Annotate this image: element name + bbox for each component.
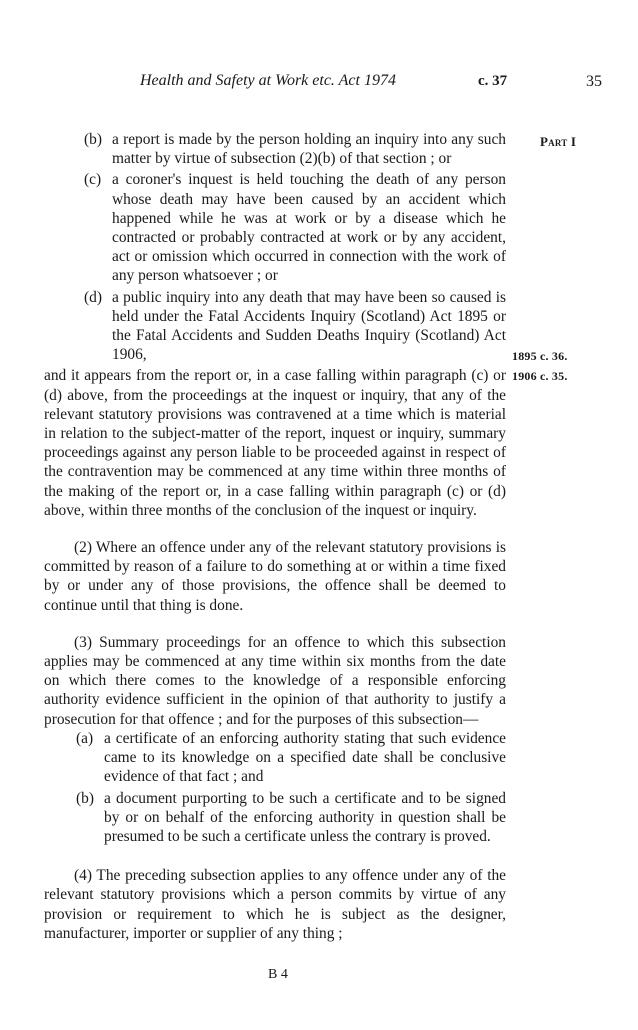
body-text <box>44 130 506 943</box>
list-item-d <box>84 288 506 365</box>
list-item-text: a document purporting to be such a certificate and to be signed by or on behalf of the enforcing authority in question shall be presumed to be such a certificate unless the contrary is proved. <box>104 789 506 845</box>
margin-note-ref-1895: 1895 c. 36. <box>512 349 568 363</box>
signature-mark: B 4 <box>268 967 288 982</box>
running-header-title: Health and Safety at Work etc. Act 1974 <box>140 72 396 89</box>
list-item-text: a coroner's inquest is held touching the death of any person whose death may have been caused by an accident which happened while he was at work or by a disease which he contracted or probably contracted at work or by any accident, act or omission which occurred in connection with the work of any person whatsoever ; or <box>112 171 506 285</box>
list-item-text: a public inquiry into any death that may have been so caused is held under the Fatal Accidents Inquiry (Scotland) Act 1895 or the Fatal Accidents and Sudden Deaths Inquiry (Scotland) Act 1906, <box>112 288 506 364</box>
list-item-text: a report is made by the person holding an inquiry into any such matter by virtue of subsection (2)(b) of that section ; or <box>112 131 506 168</box>
list-item-a <box>76 729 506 787</box>
list-item-c <box>84 170 506 285</box>
subsection-3: (3) Summary proceedings for an offence to which this subsection applies may be commenced at any time within six months from the date on which there comes to the knowledge of a responsible enforcing authority evidence sufficient in the opinion of that authority to justify a prosecution for that offence ; and for the purposes of this subsection— <box>44 633 506 728</box>
list-item-text: a certificate of an enforcing authority stating that such evidence came to its knowledge on a specified date shall be conclusive evidence of that fact ; and <box>104 729 506 786</box>
list-item-b-2 <box>76 789 506 847</box>
continuation-paragraph: and it appears from the report or, in a case falling within paragraph (c) or (d) above, from the proceedings at the inquest or inquiry, that any of the relevant statutory provisions was contravened at a time which is material in relation to the subject-matter of the report, inquest or inquiry, summary proceedings against any person liable to be proceeded against in respect of the contravention may be commenced at any time within three months of the making of the report or, in a case falling within paragraph (c) or (d) above, within three months of the conclusion of the inquest or inquiry. <box>44 367 506 519</box>
margin-note-ref-1906: 1906 c. 35. <box>512 369 568 383</box>
list-item-label: (d) <box>84 288 102 306</box>
list-item-label: (b) <box>84 131 102 148</box>
subsection-4: (4) The preceding subsection applies to any offence under any of the relevant statutory provisions which a person commits by virtue of any provision or requirement to which he is subject as the designer, manufacturer, importer or supplier of any thing ; <box>44 867 506 942</box>
list-item-label: (c) <box>84 171 102 189</box>
list-item-label: (b) <box>76 789 94 807</box>
running-header-chapter: c. 37 <box>478 73 508 89</box>
subsection-2: (2) Where an offence under any of the relevant statutory provisions is committed by reason of a failure to do something at or within a time fixed by or under any of those provisions, the offence shall be deemed to continue until that thing is done. <box>44 539 506 614</box>
list-item-b <box>84 130 506 168</box>
margin-note-part: Part I <box>540 134 577 149</box>
page-number: 35 <box>586 73 602 90</box>
list-item-label: (a) <box>76 729 94 747</box>
